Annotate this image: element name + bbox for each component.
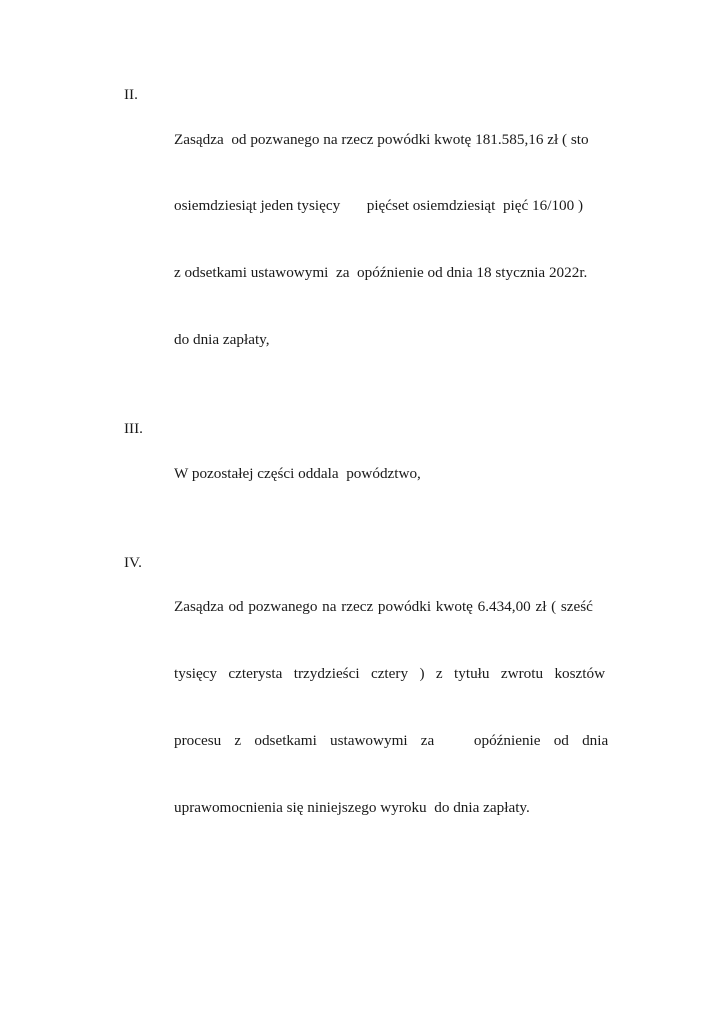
clause-ii-line-4: do dnia zapłaty, xyxy=(174,331,270,349)
clause-iv-marker: IV. xyxy=(124,553,142,571)
clause-iv-line-4: uprawomocnienia się niniejszego wyroku do dnia zapłaty. xyxy=(174,798,530,816)
clause-ii-line-2: osiemdziesiąt jeden tysięcy pięćset osiemdziesiąt pięć 16/100 ) xyxy=(174,197,584,215)
clause-iv-text xyxy=(174,552,640,864)
clause-ii-line-1: Zasądza od pozwanego na rzecz powódki kwotę 181.585,16 zł ( sto xyxy=(174,130,589,148)
clause-iv xyxy=(124,552,640,864)
clause-iii xyxy=(124,418,640,529)
clause-ii-marker: II. xyxy=(124,86,138,103)
clause-ii xyxy=(124,84,640,396)
clause-iv-line-2: tysięcy czterysta trzydzieści cztery ) z tytułu zwrotu kosztów xyxy=(174,665,606,683)
clause-iv-line-1: Zasądza od pozwanego na rzecz powódki kwotę 6.434,00 zł ( sześć xyxy=(174,598,593,616)
clause-ii-line-3: z odsetkami ustawowymi za opóźnienie od dnia 18 stycznia 2022r. xyxy=(174,264,588,282)
clause-iii-marker: III. xyxy=(124,420,143,438)
clause-iii-line-1: W pozostałej części oddala powództwo, xyxy=(174,464,421,482)
judgment-operative-part xyxy=(124,84,640,864)
clause-iii-text xyxy=(174,418,640,529)
clause-ii-text xyxy=(174,84,640,396)
clause-iv-line-3: procesu z odsetkami ustawowymi za opóźnienie od dnia xyxy=(174,732,609,750)
